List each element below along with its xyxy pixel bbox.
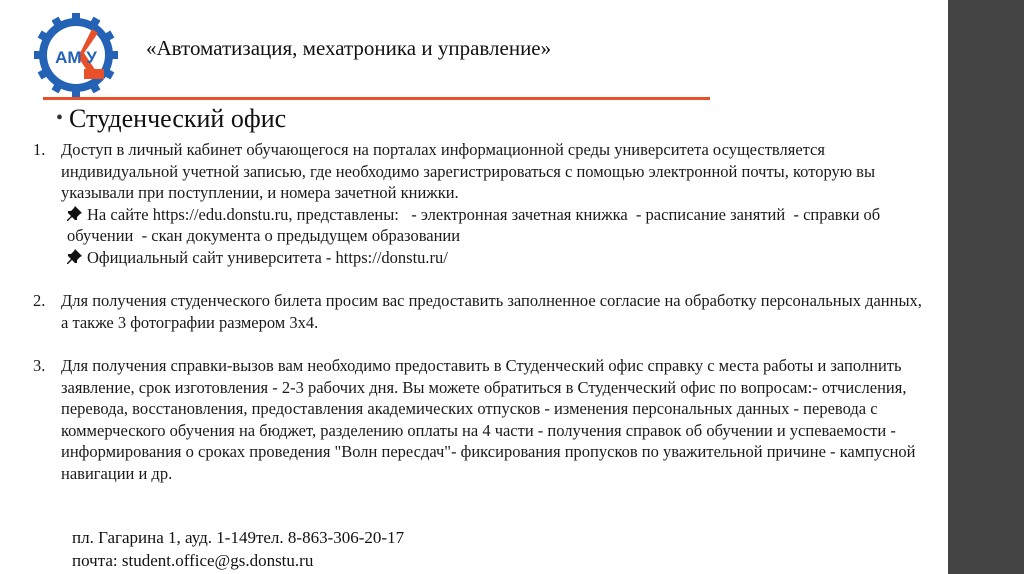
pin-line <box>61 247 933 269</box>
pin-line-text: Официальный сайт университета - https://donstu.ru/ <box>87 247 448 267</box>
list-item <box>33 290 933 333</box>
contact-email: почта: student.office@gs.donstu.ru <box>72 551 314 570</box>
section-heading-text: Студенческий офис <box>69 104 287 133</box>
info-list <box>33 139 933 485</box>
list-item <box>33 139 933 269</box>
university-logo <box>34 13 118 97</box>
right-sidebar-panel <box>948 0 1024 574</box>
list-item-number: 3. <box>33 355 46 375</box>
page-title: «Автоматизация, мехатроника и управление» <box>146 36 552 60</box>
list-item-text: Для получения справки-вызов вам необходимо предоставить в Студенческий офис справку с места работы и заполнить заявление, срок изготовления - 2-3 рабочих дня. Вы можете обратиться в Студенческий офис по вопросам:- отчисления, перевода, восстановления, предоставления академических отпусков - изменения персональных данных - перевода с коммерческого обучения на бюджет, разделению оплаты на 4 части - получения справок об обучении и успеваемости - информирования о сроках проведения "Волн пересдач"- фиксирования пропусков по уважительной причине - кампусной навигации и др. <box>61 355 916 483</box>
contacts-block <box>72 526 404 572</box>
list-item-text: Для получения студенческого билета просим вас предоставить заполненное согласие на обработку персональных данных, а также 3 фотографии размером 3х4. <box>61 291 922 332</box>
pushpin-icon <box>67 206 83 222</box>
list-item-number: 1. <box>33 140 46 159</box>
header-divider <box>43 97 710 100</box>
logo-text: АМ У <box>55 48 97 67</box>
pin-line <box>61 204 933 247</box>
list-item-text: Доступ в личный кабинет обучающегося на порталах информационной среды университета осуществляется индивидуальной учетной записью, где необходимо зарегистрироваться с помощью электронной почты, которую вы указывали при поступлении, и номера зачетной книжки. <box>61 140 876 203</box>
pin-line-text: На сайте https://edu.donstu.ru, представлены: - электронная зачетная книжка - расписание занятий - справки об обучении - скан документа о предыдущем образовании <box>67 204 885 246</box>
section-heading <box>56 104 286 134</box>
pushpin-icon <box>67 249 83 265</box>
list-item <box>33 355 933 485</box>
contact-address: пл. Гагарина 1, ауд. 1-149тел. 8-863-306-20-17 <box>72 528 405 547</box>
bullet-icon: • <box>56 107 64 129</box>
list-item-number: 2. <box>33 291 46 311</box>
